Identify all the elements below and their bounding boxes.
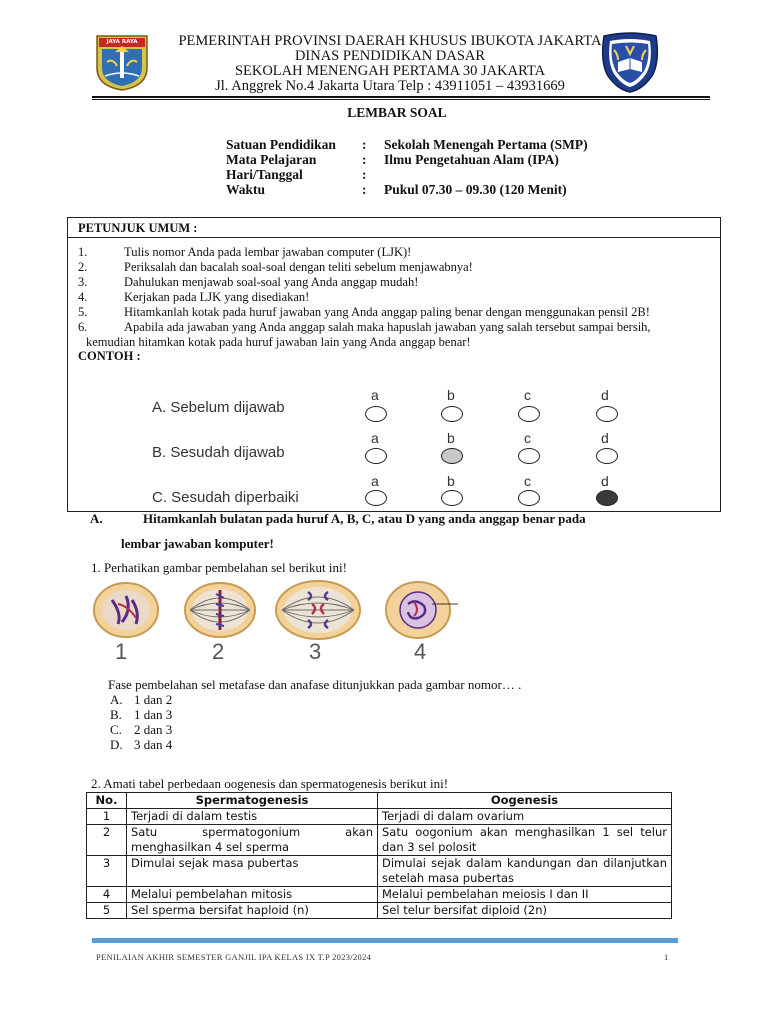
logo-motto: JAYA RAYA: [106, 39, 138, 45]
option-letter: C.: [110, 722, 122, 737]
table-row: [87, 887, 672, 903]
bubble-letter: d: [601, 430, 609, 446]
bubble-letter: c: [524, 430, 531, 446]
instruction-text: Apabila ada jawaban yang Anda anggap salah maka hapuslah jawaban yang salah tersebut sampai bersih,: [124, 320, 651, 334]
instruction-number: 2.: [78, 260, 88, 274]
table-header: No.: [87, 793, 127, 809]
table-header: Spermatogenesis: [127, 793, 378, 809]
bubble-letter: b: [447, 430, 455, 446]
instruction-text: Kerjakan pada LJK yang disediakan!: [124, 290, 310, 304]
answer-bubble-empty: [518, 448, 540, 464]
answer-bubble-empty: [441, 406, 463, 422]
info-label: Hari/Tanggal: [226, 167, 303, 182]
table-cell-spermatogenesis: Satu spermatogonium akan menghasilkan 4 sel sperma: [127, 825, 378, 856]
contoh-label: CONTOH :: [78, 349, 141, 363]
table-cell-oogenesis: Melalui pembelahan meiosis I dan II: [378, 887, 672, 903]
info-value: Ilmu Pengetahuan Alam (IPA): [384, 152, 559, 167]
doc-title: LEMBAR SOAL: [347, 105, 447, 120]
instruction-number: 1.: [78, 245, 88, 259]
question-1-stem: 1. Perhatikan gambar pembelahan sel berikut ini!: [91, 560, 347, 575]
header-rule-thin: [92, 99, 710, 100]
answer-bubble-empty: [365, 448, 387, 464]
table-cell-spermatogenesis: Terjadi di dalam testis: [127, 809, 378, 825]
page-number: 1: [664, 952, 669, 962]
answer-bubble-empty: [365, 406, 387, 422]
instruction-item: [78, 305, 650, 320]
instruction-item: [78, 245, 411, 260]
answer-bubble-empty: [518, 406, 540, 422]
image-label-4: 4: [414, 639, 427, 664]
info-sep: :: [362, 167, 367, 182]
image-label-2: 2: [212, 639, 225, 664]
info-sep: :: [362, 137, 367, 152]
option-text: 2 dan 3: [134, 722, 173, 737]
option-letter: B.: [110, 707, 122, 722]
header-line-1: PEMERINTAH PROVINSI DAERAH KHUSUS IBUKOTA JAKARTA: [178, 33, 602, 49]
table-cell-no: 4: [87, 887, 127, 903]
bubble-letter: d: [601, 473, 609, 489]
instruction-text: Hitamkanlah kotak pada huruf jawaban yang Anda anggap paling benar dengan menggunakan pensil 2B!: [124, 305, 650, 319]
instruction-number: 6.: [78, 320, 88, 334]
cell-image-1: [92, 580, 160, 640]
header-address: Jl. Anggrek No.4 Jakarta Utara Telp : 43911051 – 43931669: [215, 78, 565, 94]
bubble-letter: b: [447, 473, 455, 489]
cell-image-4: [384, 580, 460, 642]
instruction-text: Dahulukan menjawab soal-soal yang Anda anggap mudah!: [124, 275, 419, 289]
info-sep: :: [362, 182, 367, 197]
table-cell-oogenesis: Sel telur bersifat diploid (2n): [378, 903, 672, 919]
table-cell-no: 3: [87, 856, 127, 887]
question-1-text: Fase pembelahan sel metafase dan anafase ditunjukkan pada gambar nomor… .: [108, 677, 522, 692]
answer-bubble-filled: [596, 490, 618, 506]
info-value: Sekolah Menengah Pertama (SMP): [384, 137, 588, 152]
answer-bubble-shaded: [441, 448, 463, 464]
bubble-letter: a: [371, 430, 379, 446]
bubble-letter: c: [524, 473, 531, 489]
instruction-text: Tulis nomor Anda pada lembar jawaban computer (LJK)!: [124, 245, 412, 259]
table-cell-oogenesis: Satu oogonium akan menghasilkan 1 sel telur dan 3 sel polosit: [378, 825, 672, 856]
header-rule: [92, 96, 710, 98]
option-text: 3 dan 4: [134, 737, 173, 752]
table-cell-no: 5: [87, 903, 127, 919]
bubble-letter: a: [371, 387, 379, 403]
footer-bar: [92, 938, 678, 943]
table-cell-oogenesis: Dimulai sejak dalam kandungan dan dilanjutkan setelah masa pubertas: [378, 856, 672, 887]
instruction-number: 5.: [78, 305, 88, 319]
option-letter: A.: [110, 692, 123, 707]
instruction-number: 3.: [78, 275, 88, 289]
bubble-letter: c: [524, 387, 531, 403]
table-row: [87, 809, 672, 825]
instruction-item: [78, 275, 418, 290]
answer-bubble-empty: [518, 490, 540, 506]
info-label: Mata Pelajaran: [226, 152, 317, 167]
header-line-3: SEKOLAH MENENGAH PERTAMA 30 JAKARTA: [234, 63, 546, 79]
footer-text: PENILAIAN AKHIR SEMESTER GANJIL IPA KELAS IX T.P 2023/2024: [96, 952, 372, 962]
section-instruction: Hitamkanlah bulatan pada huruf A, B, C, atau D yang anda anggap benar pada: [143, 511, 586, 526]
table-cell-oogenesis: Terjadi di dalam ovarium: [378, 809, 672, 825]
answer-bubble-empty: [596, 406, 618, 422]
example-label: A. Sebelum dijawab: [152, 399, 285, 416]
header-line-2: DINAS PENDIDIKAN DASAR: [294, 48, 486, 64]
left-logo: [93, 32, 151, 92]
answer-bubble-empty: [596, 448, 618, 464]
instruction-item: [78, 320, 651, 335]
answer-bubble-empty: [441, 490, 463, 506]
comparison-table: [86, 792, 672, 919]
info-sep: :: [362, 152, 367, 167]
cell-image-2: [182, 580, 258, 640]
instructions-title: PETUNJUK UMUM :: [78, 221, 198, 235]
instruction-number: 4.: [78, 290, 88, 304]
table-cell-no: 2: [87, 825, 127, 856]
info-label: Waktu: [226, 182, 266, 197]
image-label-1: 1: [115, 639, 128, 664]
example-label: C. Sesudah diperbaiki: [152, 489, 299, 506]
image-label-3: 3: [309, 639, 322, 664]
bubble-letter: b: [447, 387, 455, 403]
table-row: [87, 903, 672, 919]
table-cell-spermatogenesis: Dimulai sejak masa pubertas: [127, 856, 378, 887]
info-value: Pukul 07.30 – 09.30 (120 Menit): [384, 182, 567, 197]
table-header: Oogenesis: [378, 793, 672, 809]
section-instruction-continued: lembar jawaban komputer!: [121, 536, 274, 551]
table-row: [87, 825, 672, 856]
instruction-text-continued: kemudian hitamkan kotak pada huruf jawaban lain yang Anda anggap benar!: [86, 335, 471, 349]
example-label: B. Sesudah dijawab: [152, 444, 285, 461]
question-2-stem: 2. Amati tabel perbedaan oogenesis dan spermatogenesis berikut ini!: [91, 776, 449, 791]
table-header-row: [87, 793, 672, 809]
info-label: Satuan Pendidikan: [226, 137, 336, 152]
table-row: [87, 856, 672, 887]
answer-bubble-empty: [365, 490, 387, 506]
section-letter: A.: [90, 511, 103, 526]
instruction-item: [78, 260, 473, 275]
table-cell-no: 1: [87, 809, 127, 825]
option-letter: D.: [110, 737, 123, 752]
table-cell-spermatogenesis: Sel sperma bersifat haploid (n): [127, 903, 378, 919]
option-text: 1 dan 2: [134, 692, 173, 707]
instruction-item: [78, 290, 309, 305]
cell-image-3: [274, 578, 362, 642]
bubble-letter: d: [601, 387, 609, 403]
option-text: 1 dan 3: [134, 707, 173, 722]
instruction-text: Periksalah dan bacalah soal-soal dengan teliti sebelum menjawabnya!: [124, 260, 473, 274]
bubble-letter: a: [371, 473, 379, 489]
table-cell-spermatogenesis: Melalui pembelahan mitosis: [127, 887, 378, 903]
instructions-title-rule: [67, 237, 721, 238]
